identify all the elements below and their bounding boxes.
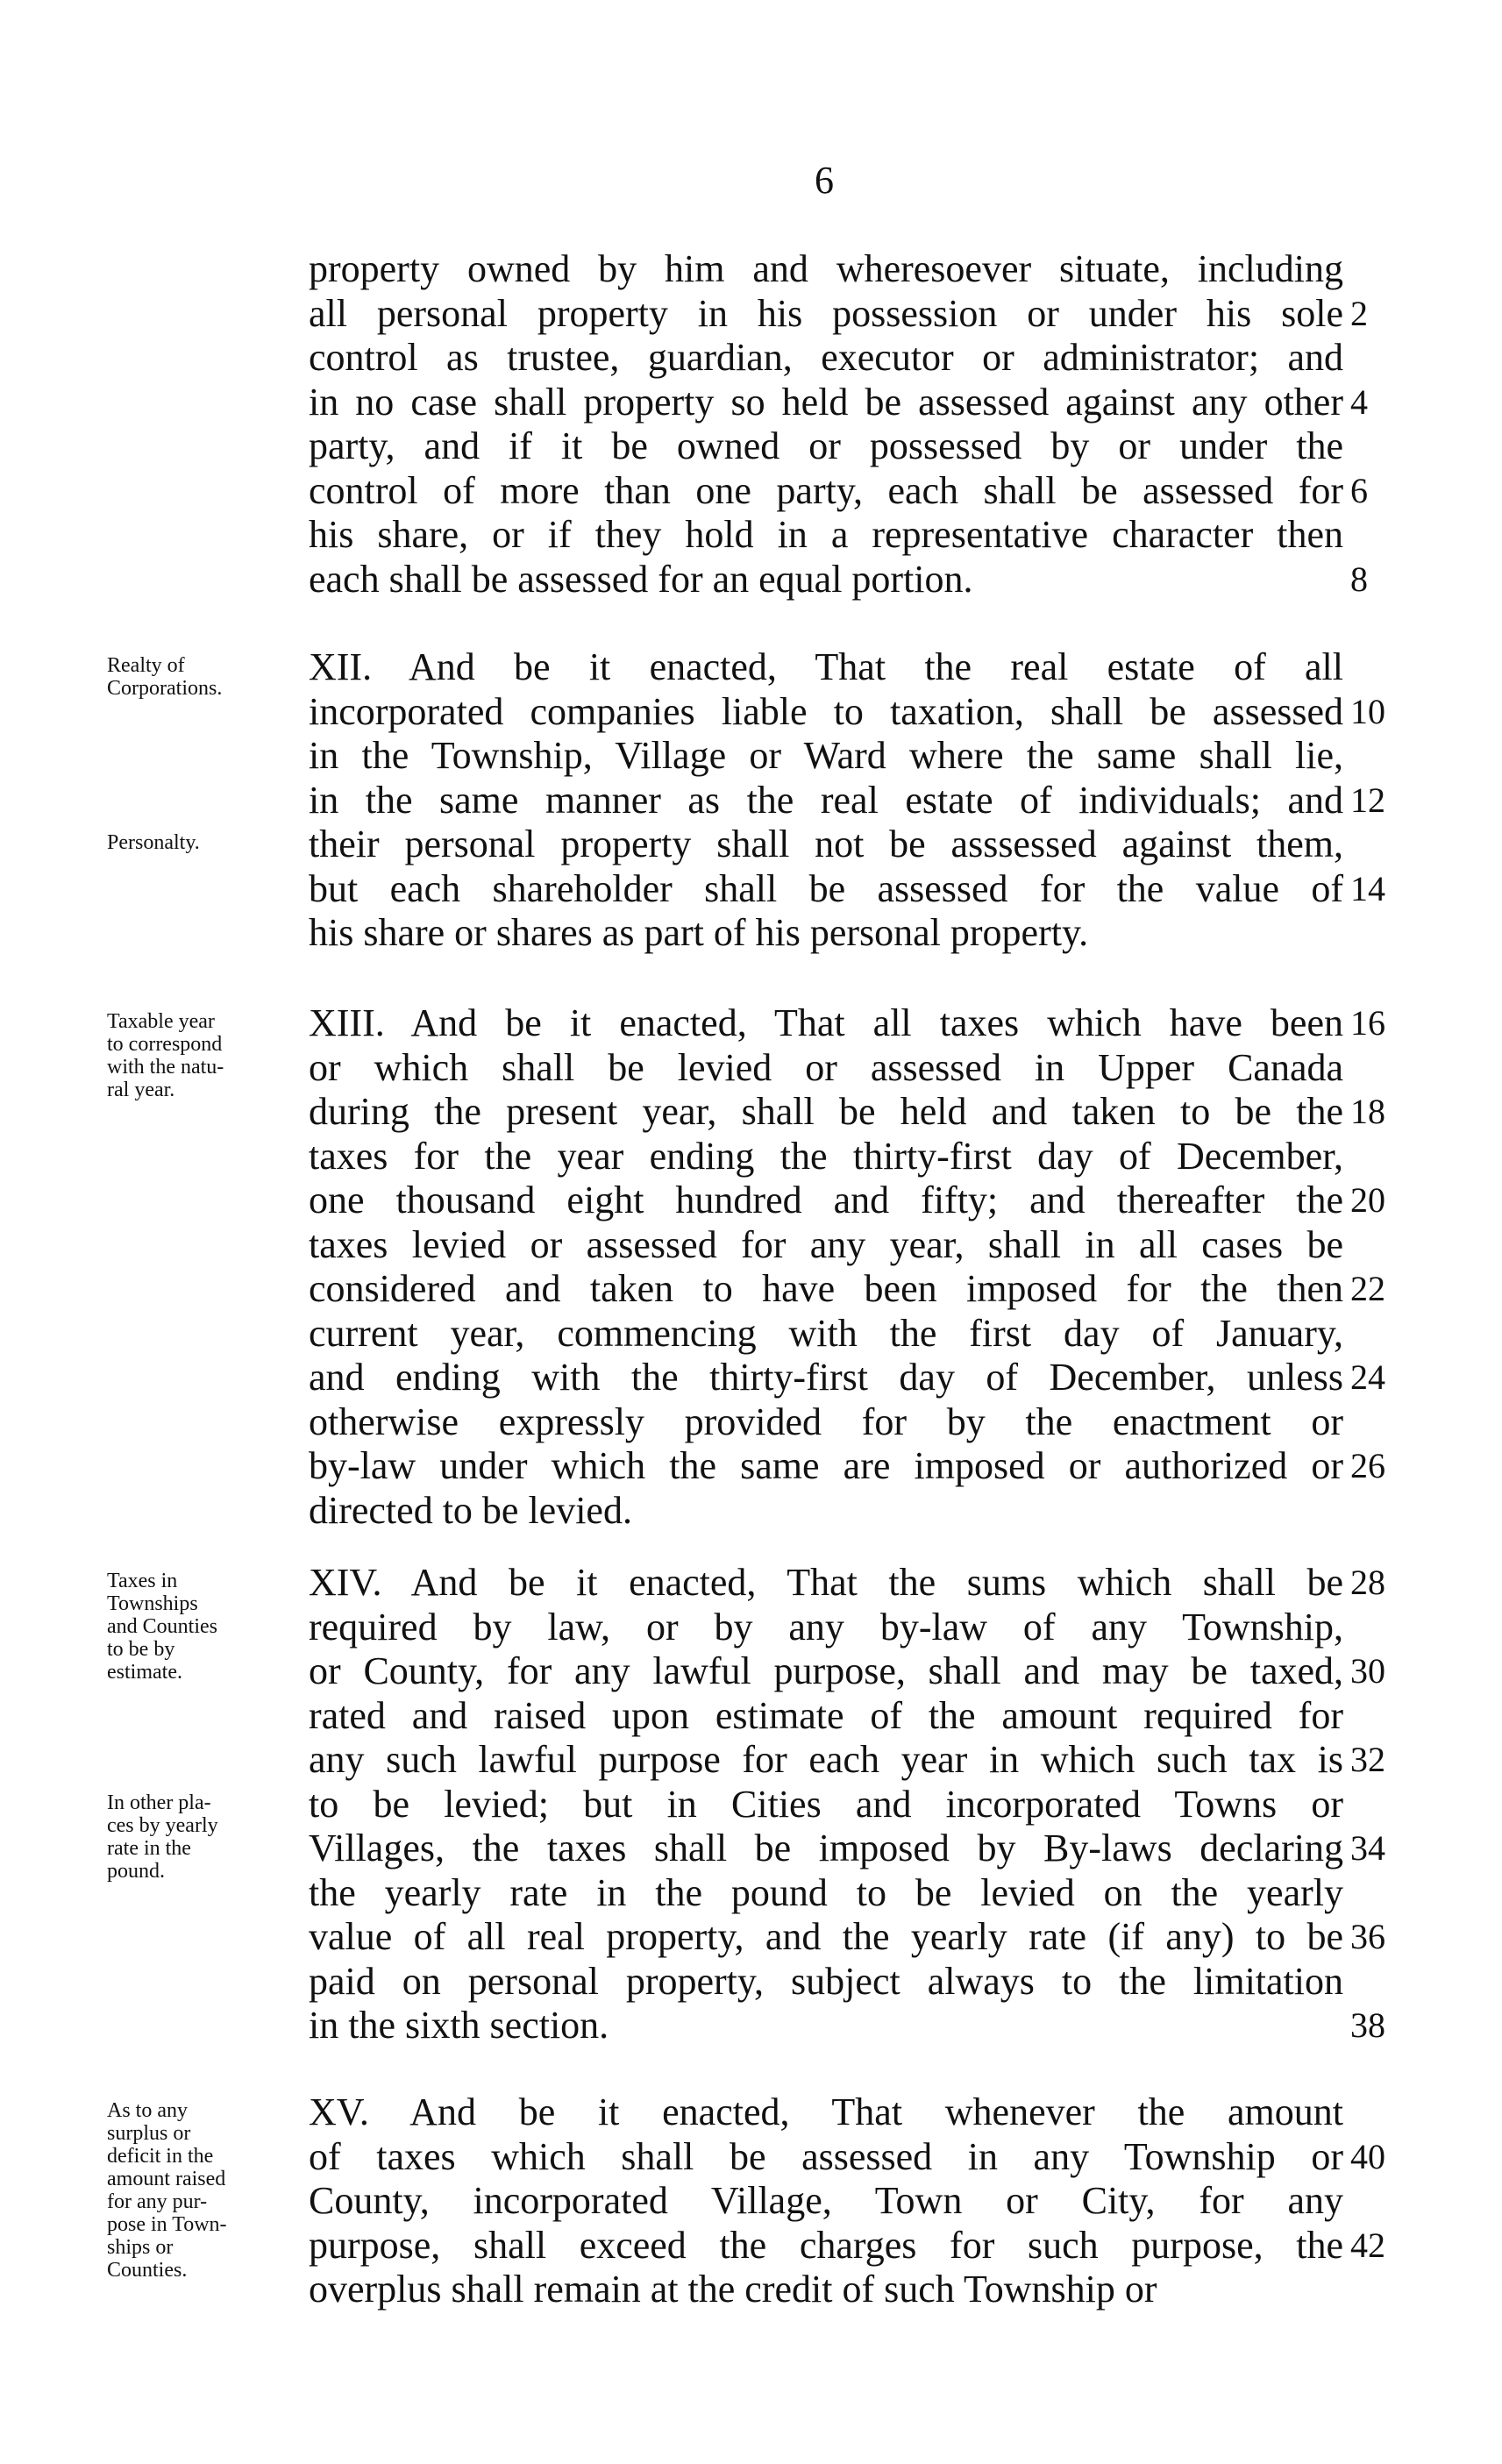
text-line: his share or shares as part of his personal property. bbox=[309, 911, 1089, 954]
line-number: 2 bbox=[1350, 293, 1368, 333]
text-line: XII. And be it enacted, That the real estate of all bbox=[309, 645, 1343, 688]
margin-note: Taxes in Townships and Counties to be by estimate. bbox=[107, 1570, 217, 1684]
line-number: 38 bbox=[1350, 2005, 1385, 2045]
margin-note: Taxable year to correspond with the natu- ral year. bbox=[107, 1010, 224, 1101]
line-number: 14 bbox=[1350, 868, 1385, 908]
text-line: or County, for any lawful purpose, shall and may be taxed, bbox=[309, 1649, 1343, 1692]
text-line: County, incorporated Village, Town or City, for any bbox=[309, 2179, 1343, 2222]
line-number: 28 bbox=[1350, 1563, 1385, 1602]
line-number: 18 bbox=[1350, 1092, 1385, 1131]
text-line: considered and taken to have been imposed for the then bbox=[309, 1267, 1343, 1310]
text-line: the yearly rate in the pound to be levied on the yearly bbox=[309, 1870, 1343, 1914]
text-line: in the Township, Village or Ward where the same shall lie, bbox=[309, 734, 1343, 777]
margin-note: In other pla- ces by yearly rate in the pound. bbox=[107, 1791, 218, 1883]
line-number: 4 bbox=[1350, 381, 1368, 422]
text-line: otherwise expressly provided for by the enactment or bbox=[309, 1399, 1343, 1443]
line-number: 20 bbox=[1350, 1180, 1385, 1220]
line-number: 34 bbox=[1350, 1828, 1385, 1868]
text-line: control as trustee, guardian, executor or administrator; and bbox=[309, 336, 1343, 379]
text-line: directed to be levied. bbox=[309, 1488, 632, 1532]
text-line: or which shall be levied or assessed in Upper Canada bbox=[309, 1045, 1343, 1089]
text-line: paid on personal property, subject always to the limitation bbox=[309, 1959, 1343, 2003]
text-line: his share, or if they hold in a representative character then bbox=[309, 513, 1343, 556]
text-line: each shall be assessed for an equal portion. bbox=[309, 557, 973, 601]
line-number: 10 bbox=[1350, 691, 1385, 731]
text-line: rated and raised upon estimate of the amount required for bbox=[309, 1693, 1343, 1737]
text-line: required by law, or by any by-law of any Township, bbox=[309, 1605, 1343, 1649]
text-line: to be levied; but in Cities and incorporated Towns or bbox=[309, 1782, 1343, 1826]
line-number: 6 bbox=[1350, 470, 1368, 510]
text-line: current year, commencing with the first day of January, bbox=[309, 1311, 1343, 1355]
text-line: in the sixth section. bbox=[309, 2004, 609, 2047]
line-number: 16 bbox=[1350, 1003, 1385, 1043]
text-line: XV. And be it enacted, That whenever the amount bbox=[309, 2090, 1343, 2133]
text-line: and ending with the thirty-first day of December, unless bbox=[309, 1356, 1343, 1399]
line-number: 40 bbox=[1350, 2136, 1385, 2176]
text-line: incorporated companies liable to taxation, shall be assessed bbox=[309, 689, 1343, 733]
text-line: XIV. And be it enacted, That the sums which shall be bbox=[309, 1561, 1343, 1604]
text-line: taxes for the year ending the thirty-first day of December, bbox=[309, 1134, 1343, 1178]
line-number: 26 bbox=[1350, 1446, 1385, 1485]
page-number: 6 bbox=[815, 159, 834, 202]
text-line: but each shareholder shall be assessed for the value of bbox=[309, 866, 1343, 910]
margin-note: As to any surplus or deficit in the amount raised for any pur- pose in Town- ships or Counties. bbox=[107, 2099, 227, 2282]
text-line: purpose, shall exceed the charges for such purpose, the bbox=[309, 2223, 1343, 2267]
text-line: their personal property shall not be asssessed against them, bbox=[309, 823, 1343, 865]
text-line: taxes levied or assessed for any year, shall in all cases be bbox=[309, 1222, 1343, 1266]
text-line: control of more than one party, each shall be assessed for bbox=[309, 468, 1343, 512]
line-number: 12 bbox=[1350, 780, 1385, 820]
text-line: Villages, the taxes shall be imposed by By-laws declaring bbox=[309, 1827, 1343, 1869]
text-line: in the same manner as the real estate of individuals; and bbox=[309, 778, 1343, 822]
text-line: property owned by him and wheresoever situate, including bbox=[309, 247, 1343, 290]
text-line: overplus shall remain at the credit of such Township or bbox=[309, 2268, 1157, 2311]
text-line: by-law under which the same are imposed or authorized or bbox=[309, 1444, 1343, 1487]
text-line: in no case shall property so held be assessed against any other bbox=[309, 380, 1343, 424]
text-line: one thousand eight hundred and fifty; and thereafter the bbox=[309, 1179, 1343, 1221]
text-line: of taxes which shall be assessed in any Township or bbox=[309, 2134, 1343, 2178]
text-line: any such lawful purpose for each year in which such tax is bbox=[309, 1738, 1343, 1781]
line-number: 42 bbox=[1350, 2225, 1385, 2265]
margin-note: Realty of Corporations. bbox=[107, 654, 223, 700]
line-number: 8 bbox=[1350, 559, 1368, 599]
line-number: 22 bbox=[1350, 1269, 1385, 1308]
margin-note: Personalty. bbox=[107, 831, 200, 854]
text-line: party, and if it be owned or possessed by or under the bbox=[309, 424, 1343, 467]
line-number: 24 bbox=[1350, 1357, 1385, 1397]
text-line: during the present year, shall be held and taken to be the bbox=[309, 1090, 1343, 1133]
line-number: 30 bbox=[1350, 1651, 1385, 1691]
line-number: 36 bbox=[1350, 1917, 1385, 1956]
line-number: 32 bbox=[1350, 1740, 1385, 1779]
text-line: all personal property in his possession or under his sole bbox=[309, 291, 1343, 335]
text-line: XIII. And be it enacted, That all taxes which have been bbox=[309, 1001, 1343, 1044]
text-line: value of all real property, and the yearly rate (if any) to be bbox=[309, 1915, 1343, 1958]
